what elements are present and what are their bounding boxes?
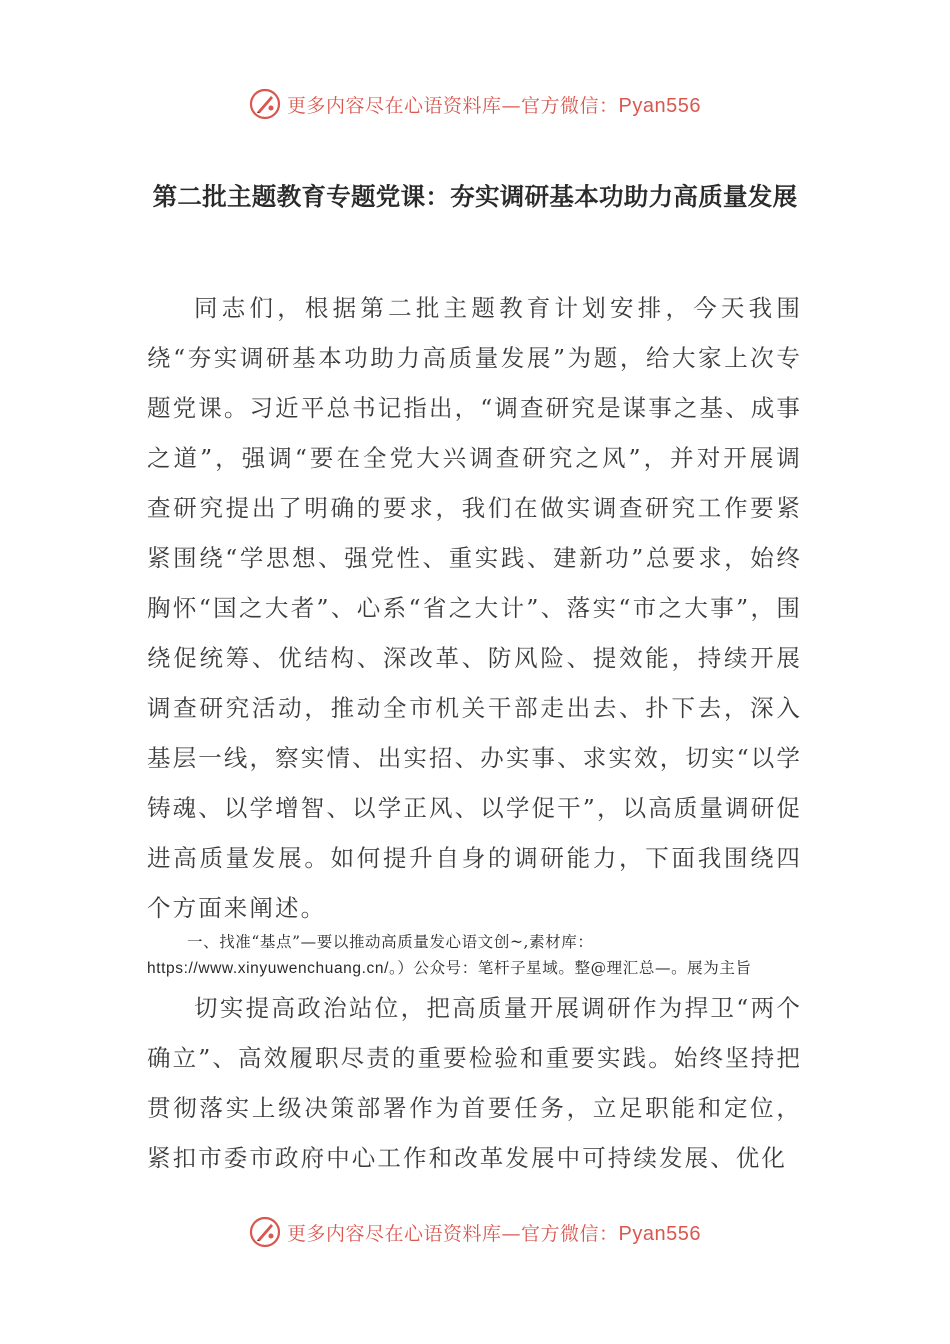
paragraph-section-1: 切实提高政治站位，把高质量开展调研作为捍卫“两个确立”、高效履职尽责的重要检验和重要实践。始终坚持把贯彻落实上级决策部署作为首要任务，立足职能和定位，紧扣市委市政府中心工作和改革发展中可持续发展、优化 [147,994,802,1172]
heading-text-part2: 。）公众号：笔杆子星域。整@理汇总—。展为主旨 [389,959,752,977]
heading-text-part1: 一、找准“基点”—要以推动高质量发心语文创~,素材库： [187,933,594,951]
watermark-text: 更多内容尽在心语资料库—官方微信：Pyan556 [287,94,701,117]
quill-logo-icon [249,88,281,120]
paragraph-intro: 同志们，根据第二批主题教育计划安排，今天我围绕“夯实调研基本功助力高质量发展”为题，给大家上次专题党课。习近平总书记指出，“调查研究是谋事之基、成事之道”，强调“要在全党大兴调查研究之风”，并对开展调查研究提出了明确的要求，我们在做实调查研究工作要紧紧围绕“学思想、强党性、重实践、建新功”总要求，始终胸怀“国之大者”、心系“省之大计”、落实“市之大事”，围绕促统筹、优结构、深改革、防风险、提效能，持续开展调查研究活动，推动全市机关干部走出去、扑下去，深入基层一线，察实情、出实招、办实事、求实效，切实“以学铸魂、以学增智、以学正风、以学促干”，以高质量调研促进高质量发展。如何提升自身的调研能力，下面我围绕四个方面来阐述。 [147,294,802,922]
watermark-banner-top [0,84,950,124]
wechat-id: Pyan556 [618,1222,701,1245]
watermark-banner-bottom [0,1212,950,1252]
wechat-id: Pyan556 [618,94,701,117]
quill-logo-icon [249,1216,281,1248]
watermark-text: 更多内容尽在心语资料库—官方微信：Pyan556 [287,1222,701,1245]
heading-url: https://www.xinyuwenchuang.cn/ [147,960,390,977]
section-heading-1 [147,929,802,982]
document-title: 第二批主题教育专题党课：夯实调研基本功助力高质量发展 [152,182,798,211]
